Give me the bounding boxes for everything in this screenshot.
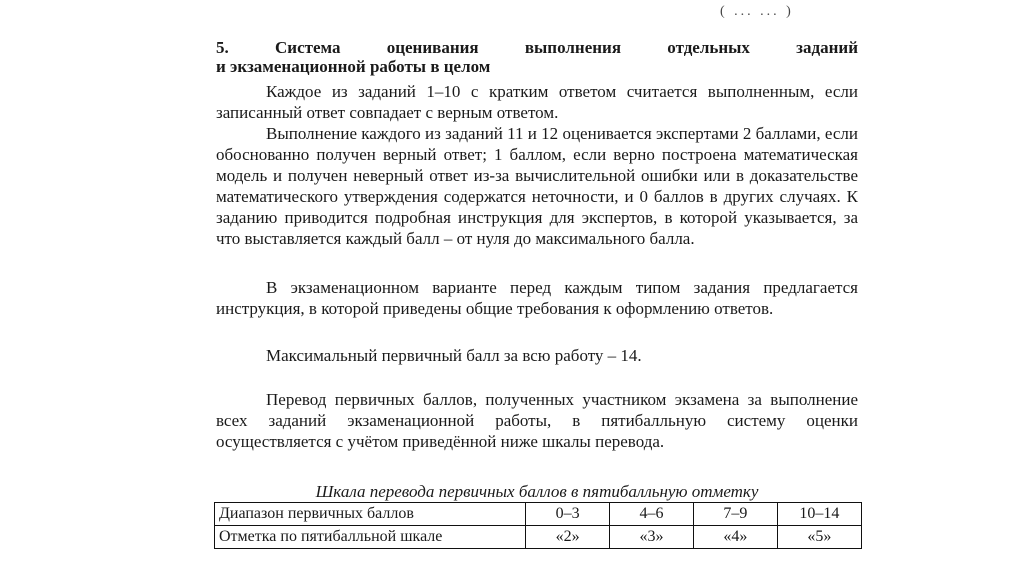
table-cell: «5»	[777, 526, 861, 549]
paragraph-max-score: Максимальный первичный балл за всю работу – 14.	[266, 346, 642, 365]
paragraph-short-answers: Каждое из заданий 1–10 с кратким ответом считается выполненным, если записанный ответ совпадает с верным ответом.	[216, 82, 858, 122]
header-fragment: ( ... ... )	[720, 4, 794, 19]
section-heading	[216, 38, 858, 76]
table-cell: 4–6	[610, 503, 694, 526]
table-row	[215, 503, 862, 526]
section-heading-line2: и экзаменационной работы в целом	[216, 57, 491, 76]
section-heading-line1: 5. Система оценивания выполнения отдельных заданий	[216, 38, 858, 57]
table-cell: «4»	[693, 526, 777, 549]
table-caption: Шкала перевода первичных баллов в пятибалльную отметку	[315, 482, 759, 501]
row-label-grade: Отметка по пятибалльной шкале	[215, 526, 526, 549]
paragraph-expert-grading: Выполнение каждого из заданий 11 и 12 оценивается экспертами 2 баллами, если обоснованно получен верный ответ; 1 баллом, если верно построена математическая модель и получен неверный ответ из-за вычислительной ошибки или в доказательстве математического утверждения содержатся неточности, и 0 баллов в других случаях. К заданию приводится подробная инструкция для экспертов, в которой указывается, за что выставляется каждый балл – от нуля до максимального балла.	[216, 124, 858, 248]
row-label-range: Диапазон первичных баллов	[215, 503, 526, 526]
table-cell: 0–3	[526, 503, 610, 526]
paragraph-conversion: Перевод первичных баллов, полученных участником экзамена за выполнение всех заданий экзаменационной работы, в пятибалльную систему оценки осуществляется с учётом приведённой ниже шкалы перевода.	[216, 390, 858, 451]
table-cell: «3»	[610, 526, 694, 549]
paragraph-instructions: В экзаменационном варианте перед каждым типом задания предлагается инструкция, в которой приведены общие требования к оформлению ответов.	[216, 278, 858, 318]
table-cell: 10–14	[777, 503, 861, 526]
table-row	[215, 526, 862, 549]
table-cell: «2»	[526, 526, 610, 549]
table-cell: 7–9	[693, 503, 777, 526]
conversion-table	[214, 502, 862, 549]
